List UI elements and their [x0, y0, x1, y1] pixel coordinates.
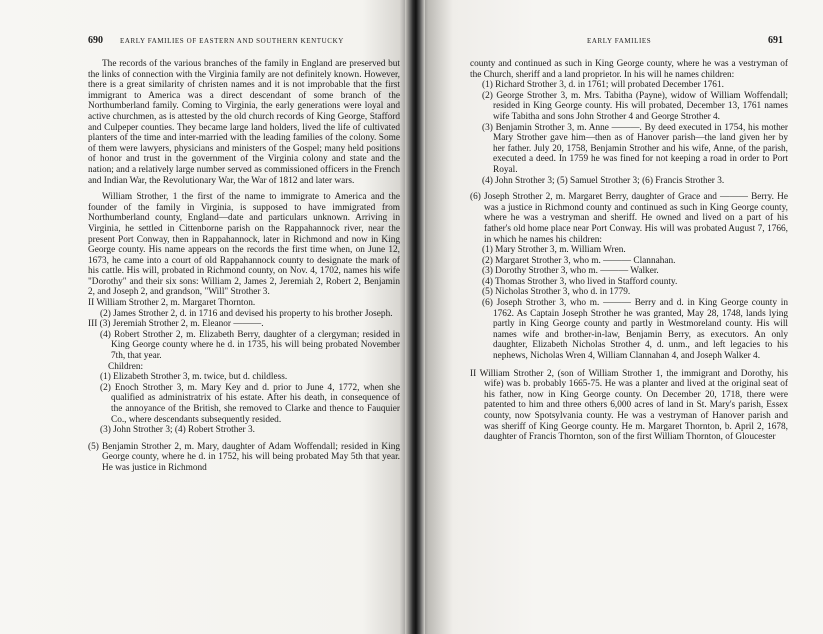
list-item: (3) John Strother 3; (4) Robert Strother 3.: [100, 425, 255, 436]
page-number-right: 691: [768, 35, 783, 46]
generation-line: II William Strother 2, m. Margaret Thornton.: [88, 298, 256, 309]
numbered-paragraph: (6) Joseph Strother 2, m. Margaret Berry, daughter of Grace and ——— Berry. He was a justice in Richmond county and continued as such in King George county, where he was a vestryman and sheriff. He owned and lived on a part of his father's old home place near Port Conway. His will was probated August 7, 1766, in which he names his children:: [470, 192, 788, 245]
paragraph: county and continued as such in King George county, where he was a vestryman of the Church, sheriff and a land proprietor. In his will he names children:: [470, 59, 788, 80]
list-item: (1) Richard Strother 3, d. in 1761; will probated December 1761.: [482, 80, 724, 91]
list-item: (4) Thomas Strother 3, who lived in Stafford county.: [482, 276, 678, 287]
numbered-paragraph: II William Strother 2, (son of William Strother 1, the immigrant and Dorothy, his wife) was b. probably 1665-75. He was a planter and lived at the original seat of his father, now in King George county. On December 20, 1718, there were patented to him and three others 6,000 acres of land in St. Mary's parish, Essex county, now Spotsylvania county. He was a vestryman of Hanover parish and was sheriff of King George county. He m. Margaret Thornton, b. April 2, 1678, daughter of Francis Thornton, son of the first William Thornton, of Gloucester: [470, 368, 788, 443]
right-body-text: [470, 59, 788, 443]
list-item: (3) Dorothy Strother 3, who m. ——— Walker.: [482, 266, 659, 277]
list-item: (5) Nicholas Strother 3, who d. in 1779.: [482, 287, 631, 298]
list-item: (1) Mary Strother 3, m. William Wren.: [482, 245, 626, 256]
right-page: [412, 0, 823, 634]
page-number-left: 690: [88, 35, 103, 46]
list-item: (2) Enoch Strother 3, m. Mary Key and d. prior to June 4, 1772, when she qualified as administratrix of his estate. After his death, in consequence of the annoyance of the British, she removed to Clarke and thence to Fauquier Co., where descendants subsequently resided.: [100, 382, 400, 425]
list-item: (2) Margaret Strother 3, who m. ——— Clannahan.: [482, 255, 676, 266]
list-item: (2) James Strother 2, d. in 1716 and devised his property to his brother Joseph.: [100, 308, 393, 319]
running-head-right: EARLY FAMILIES: [587, 37, 652, 45]
list-item: (3) Benjamin Strother 3, m. Anne ———. By deed executed in 1754, his mother Mary Strother gave him—then as of Hanover parish—the land given her by her father. July 20, 1758, Benjamin Strother and his wife, Anne, of the parish, executed a deed. In 1759 he was fined for not keeping a road in order to Port Royal.: [482, 122, 788, 175]
left-body-text: [88, 59, 400, 474]
list-item: (1) Elizabeth Strother 3, m. twice, but d. childless.: [100, 372, 288, 383]
running-head-left: EARLY FAMILIES OF EASTERN AND SOUTHERN KENTUCKY: [120, 37, 344, 45]
paragraph: William Strother, 1 the first of the name to immigrate to America and the founder of the family in Virginia, is supposed to have immigrated from Northumberland county, England—date and particulars unknown. Arriving in Virginia, he settled in Cittenborne parish on the Rappahannock river, near the present Port Conway, then in Rappahannock, later in Richmond and now in King George county. His name appears on the records the first time when, on June 12, 1673, he came into a court of old Rappahannock county to designate the mark of his cattle. His will, probated in Richmond county, on Nov. 4, 1702, names his wife "Dorothy" and their six sons: William 2, James 2, Jeremiah 2, Robert 2, Benjamin 2, and Joseph 2, and grandson, "Will" Strother 3.: [88, 192, 400, 298]
book-gutter: [405, 0, 425, 634]
numbered-paragraph: (5) Benjamin Strother 2, m. Mary, daughter of Adam Woffendall; resided in King George county, where he d. in 1752, his will being probated May 5th that year. He was justice in Richmond: [88, 441, 400, 473]
children-heading: Children:: [108, 361, 144, 372]
list-item: (4) Robert Strother 2, m. Elizabeth Berry, daughter of a clergyman; resided in King George county where he d. in 1735, his will being probated November 7th, that year.: [100, 329, 400, 362]
list-item: (4) John Strother 3; (5) Samuel Strother 3; (6) Francis Strother 3.: [482, 175, 725, 186]
paragraph: The records of the various branches of the family in England are preserved but the links of connection with the Virginia family are not definitely known. However, there is a great similarity of christen names and it is not improbable that the first immigrant to America was a direct descendant of some branch of the Northumberland family. Coming to Virginia, the early generations were loyal and active churchmen, as is attested by the old church records of King George, Stafford and Culpeper counties. They became large land holders, lived the life of cultivated planters of the time and inter-married with the leading families of the colony. Some of them were lawyers, physicians and ministers of the Gospel; many held positions of honor and trust in the government of the Virginia colony and state and the nation; and a relatively large number served as commissioned officers in the French and Indian War, the Revolutionary War, the War of 1812 and later wars.: [88, 59, 400, 186]
list-item: (6) Joseph Strother 3, who m. ——— Berry and d. in King George county in 1762. As Captain Joseph Strother he was granted, May 28, 1748, lands lying partly in King George county and partly in Westmoreland county. His will names wife and brother-in-law, Benjamin Berry, as executors. An only daughter, Elizabeth Nicholas Strother 4, d. unm., and left legacies to his nephews, Nicholas Wren 4, William Clannahan 4, and Joseph Walker 4.: [482, 298, 788, 362]
generation-line: III (3) Jeremiah Strother 2, m. Eleanor ———.: [88, 319, 264, 330]
list-item: (2) George Strother 3, m. Mrs. Tabitha (Payne), widow of William Woffendall; resided in King George county. His will probated, December 13, 1761 names wife Tabitha and sons John Strother 4 and George Strother 4.: [482, 90, 788, 122]
